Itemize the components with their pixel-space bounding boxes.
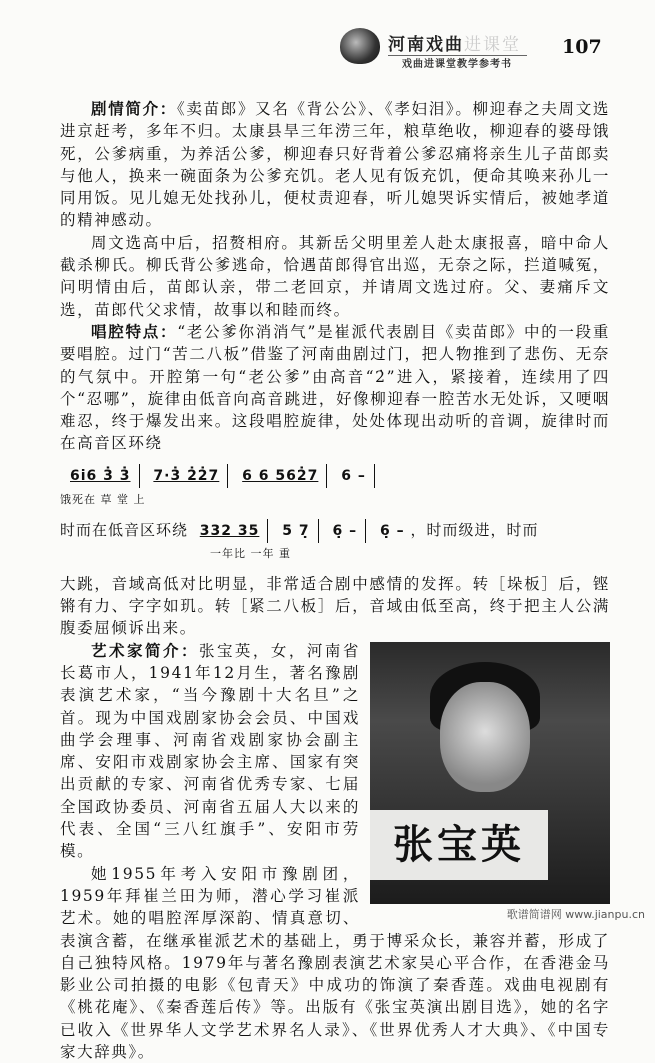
score-line-2 (60, 515, 610, 545)
plot-label: 剧情简介： (91, 100, 177, 118)
header-title-text: 河南戏曲 (388, 35, 464, 55)
plot-paragraph (60, 98, 610, 232)
opera-mask-logo (340, 28, 380, 64)
measure: 6̣ – (332, 522, 358, 539)
page-header (330, 22, 630, 72)
score-line-1 (60, 461, 610, 491)
lyrics-line-2: 一年比 一年 重 (210, 546, 291, 560)
lyrics-line-1: 饿死在 草 堂 上 (60, 492, 146, 506)
measure: 5 7̣ (282, 522, 310, 539)
score-tail-text: ，时而级进，时而 (410, 520, 539, 539)
measure: 6i6 3̇ 3̇ (70, 467, 131, 484)
photo-nameplate: 张宝英 (370, 810, 548, 880)
music-score (60, 455, 610, 573)
score-lead-text: 时而在低音区环绕 (60, 520, 189, 539)
measure: 332 35 (199, 522, 260, 539)
measure: 6 – (341, 467, 366, 484)
artist-paragraph-2: 她1955年考入安阳市豫剧团，1959年拜崔兰田为师，潜心学习崔派艺术。她的唱腔浑厚深韵、情真意切、表演含蓄，在继承崔派艺术的基础上，勇于博采众长，兼容并蓄，形成了自己独特风格。1979年与著名豫剧表演艺术家吴心平合作，在香港金马影业公司拍摄的电影《包青天》中成功的饰演了秦香莲。戏曲电视剧有《桃花庵》、《秦香莲后传》等。出版有《张宝英演出剧目选》，她的名字已收入《世界华人文学艺术界名人录》、《世界优秀人才大典》、《中国专家大辞典》。 (60, 864, 610, 1061)
header-subtitle: 戏曲进课堂教学参考书 (402, 59, 512, 70)
singing-paragraph (60, 321, 610, 455)
singing-paragraph-2: 大跳，音域高低对比明显，非常适合剧中感情的发挥。转［垛板］后，铿锵有力、字字如玑。转［紧二八板］后，音域由低至高，终于把主人公满腹委屈倾诉出来。 (60, 574, 610, 638)
singing-label: 唱腔特点： (91, 322, 178, 341)
singing-text: “老公爹你消消气”是崔派代表剧目《卖苗郎》中的一段重要唱腔。过门“苦二八板”借鉴了河南曲剧过门，把人物推到了悲伤、无奈的气氛中。开腔第一句“老公爹”由高音“2̇”进入，紧接着，连续用了四个“忍哪”，旋律由低音向高音跳进，好像柳迎春一腔苦水无处诉，又哽咽难忍，终于爆发出来。这段唱腔旋律，处处体现出动听的音调，旋律时而在高音区环绕 (60, 322, 610, 453)
artist-text: 张宝英，女，河南省长葛市人，1941年12月生，著名豫剧表演艺术家，“当今豫剧十大名旦”之首。现为中国戏剧家协会会员、中国戏曲学会理事、河南省戏剧家协会副主席、安阳市戏剧家协会主席、国家有突出贡献的专家、河南省优秀专家、七届全国政协委员、河南省五届人大以来的代表、全国“三八红旗手”、安阳市劳模。 (60, 641, 360, 861)
plot-text: 《卖苗郎》又名《背公公》、《孝妇泪》。柳迎春之夫周文选进京赶考，多年不归。太康县旱三年涝三年，粮草绝收，柳迎春的婆母饿死，公爹病重，为养活公爹，柳迎春只好背着公爹忍痛将亲生儿子苗郎卖与他人，换来一碗面条为公爹充饥。老人见有饭充饥，便命其唤来孙儿一同用饭。见儿媳无处找孙儿，便杖责迎春，听儿媳哭诉实情后，被她孝道的精神感动。 (60, 100, 610, 230)
page-number: 107 (562, 36, 602, 58)
watermark: 歌谱简谱网 www.jianpu.cn (506, 908, 645, 921)
header-title-faded: 进课堂 (464, 35, 521, 55)
artist-label: 艺术家简介： (91, 641, 199, 660)
artist-photo (370, 642, 610, 904)
photo-face (440, 682, 530, 792)
measure: 7·3̇ 2̇2̇7 (153, 467, 220, 484)
measure: 6 6 562̇7 (242, 467, 319, 484)
measure: 6̣ – (379, 522, 405, 539)
header-title (388, 30, 527, 56)
plot-paragraph-2: 周文选高中后，招赘相府。其新岳父明里差人赴太康报喜，暗中命人截杀柳氏。柳氏背公爹逃命，恰遇苗郎得官出巡，无奈之际，拦道喊冤，问明情由后，苗郎认亲，带二老回京，并请周文选过府。父、妻痛斥文选，苗郎代父求情，故事以和睦而终。 (60, 233, 610, 319)
